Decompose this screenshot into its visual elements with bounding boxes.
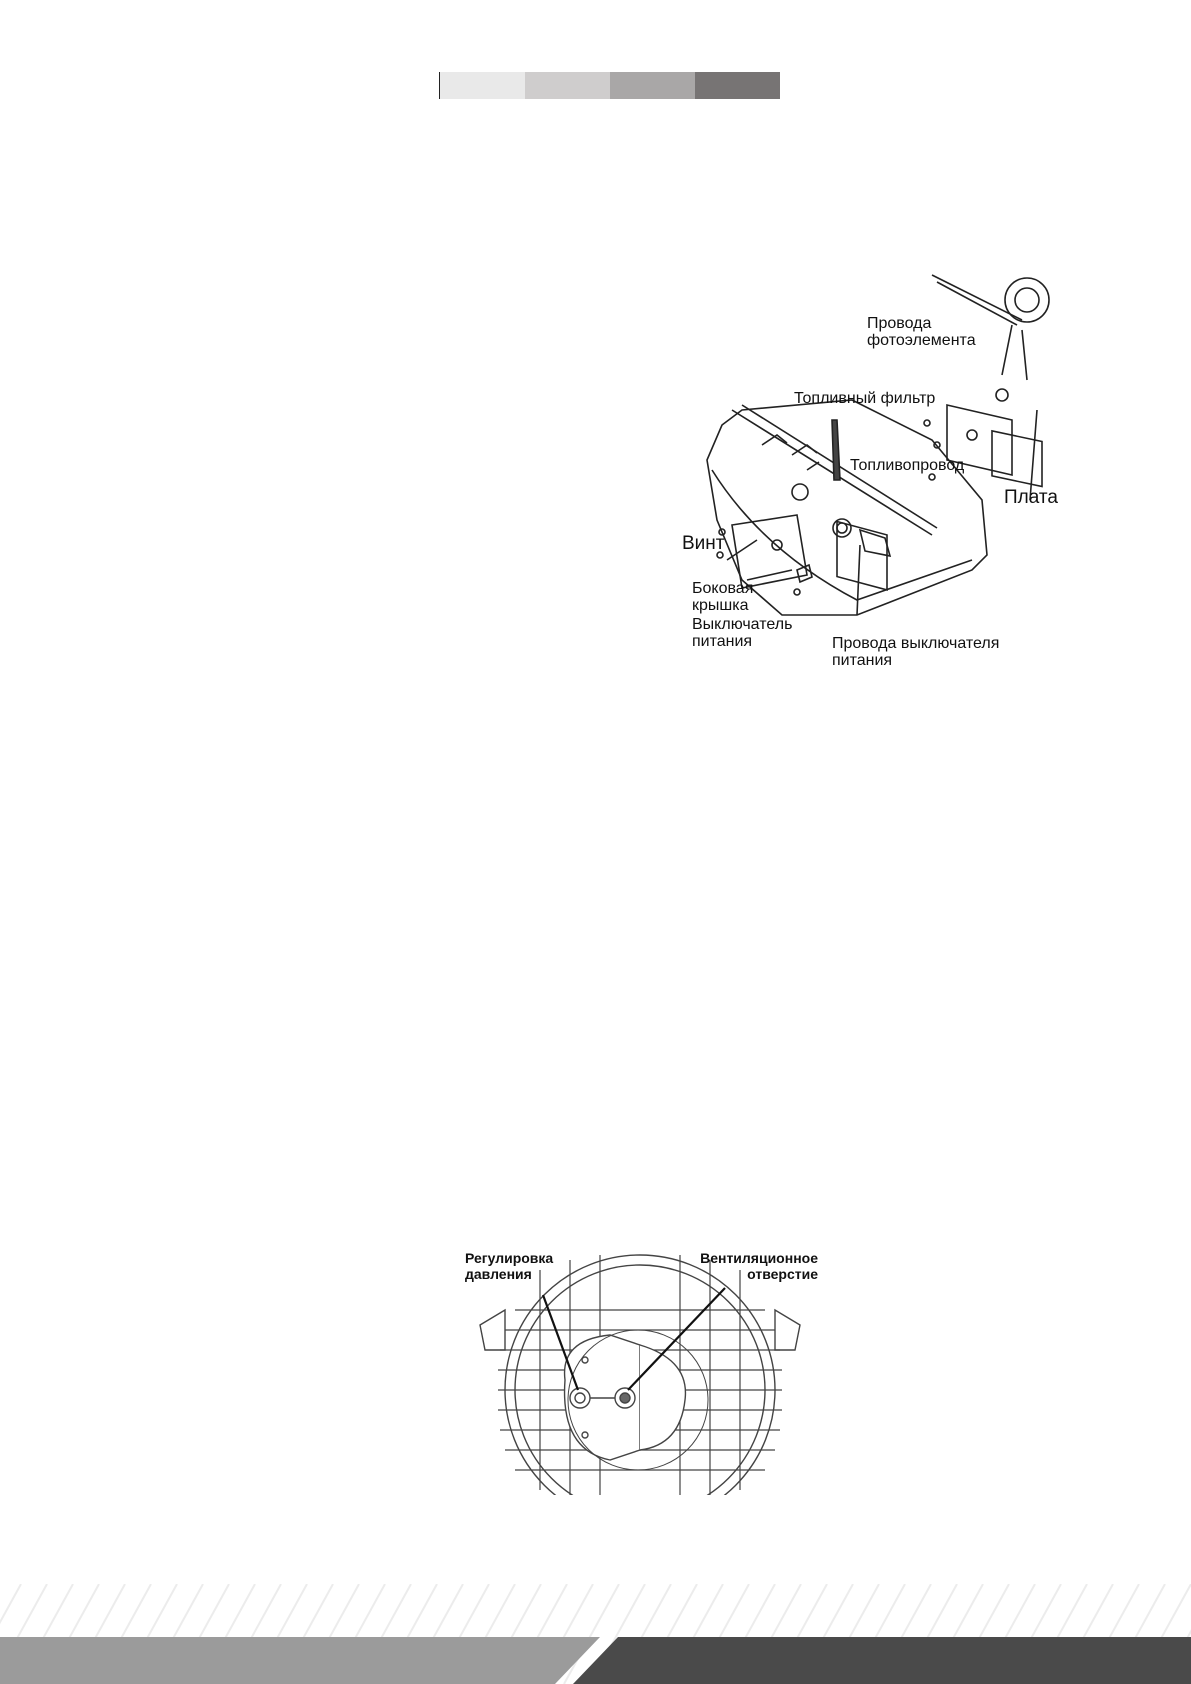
color-swatch-bar bbox=[439, 72, 780, 99]
label-vent-hole: Вентиляционное отверстие bbox=[700, 1250, 818, 1282]
label-fuel-filter: Топливный фильтр bbox=[794, 390, 936, 407]
swatch-2 bbox=[525, 72, 610, 99]
label-side-cover: Боковая крышка bbox=[692, 580, 754, 614]
label-screw: Винт bbox=[682, 533, 725, 554]
label-board: Плата bbox=[1004, 487, 1058, 508]
footer-band bbox=[0, 1637, 1191, 1684]
label-power-switch: Выключатель питания bbox=[692, 616, 793, 650]
rear-grille-figure bbox=[460, 1250, 820, 1495]
label-pressure-adjust: Регулировка давления bbox=[465, 1250, 554, 1282]
swatch-3 bbox=[610, 72, 695, 99]
label-fuel-line: Топливопровод bbox=[850, 457, 965, 474]
page-footer bbox=[0, 1584, 1191, 1684]
swatch-1 bbox=[440, 72, 525, 99]
label-photo-wires: Провода фотоэлемента bbox=[867, 315, 976, 349]
heater-assembly-figure bbox=[682, 270, 1072, 670]
label-switch-wires: Провода выключателя питания bbox=[832, 635, 1000, 669]
swatch-4 bbox=[695, 72, 780, 99]
rear-grille-drawing bbox=[460, 1250, 820, 1495]
